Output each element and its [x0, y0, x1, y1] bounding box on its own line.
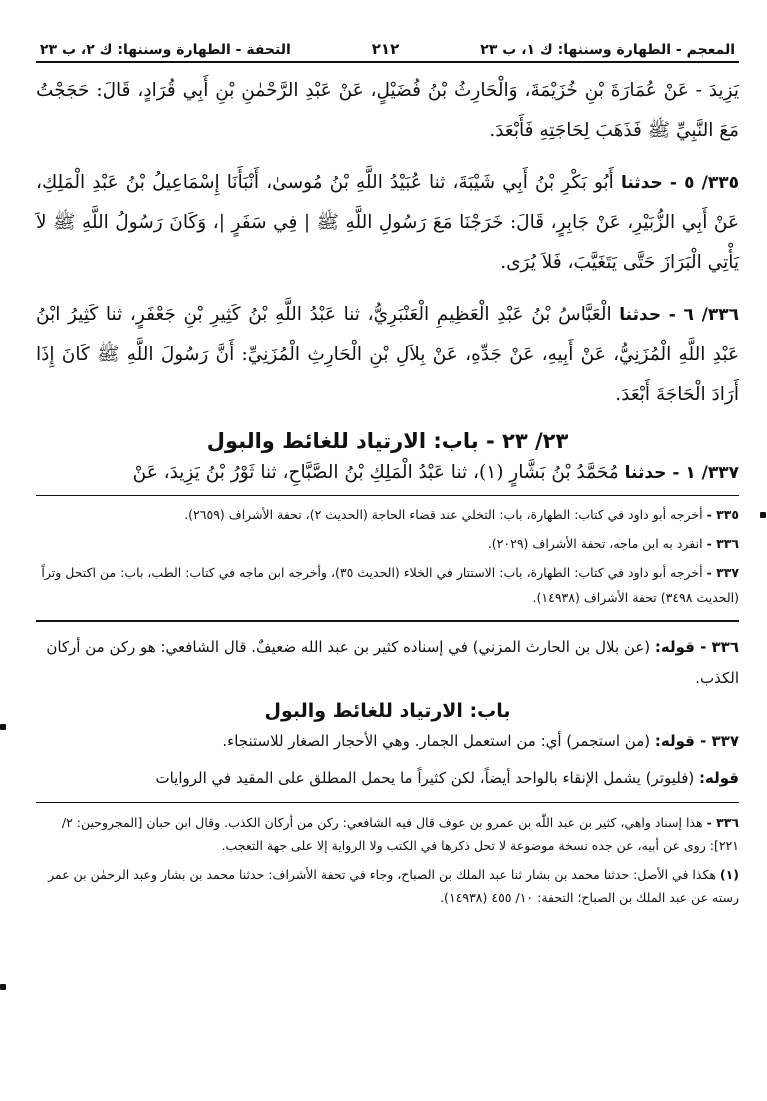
running-header	[36, 40, 739, 63]
footnote-number: ٣٣٦ -	[706, 536, 739, 551]
takhrij-337	[36, 560, 739, 610]
chapter-title: ٢٣/ ٢٣ - باب: الارتياد للغائط والبول	[206, 429, 569, 453]
commentary-lead: ٣٣٧ - قوله:	[654, 732, 739, 750]
takhrij-336	[36, 531, 739, 556]
commentary-text: (فليوتر) يشمل الإنقاء بالواحد أيضاً، لكن كثيراً ما يحمل المطلق على المقيد في الروايات	[155, 769, 695, 787]
note-number: (١)	[719, 867, 739, 882]
note-336	[36, 811, 739, 857]
scan-margin-mark	[0, 984, 6, 990]
header-left: التحفة - الطهارة وسننها: ك ٢، ب ٢٣	[40, 42, 291, 58]
hadith-number: ٣٣٥/ ٥ - حدثنا	[620, 173, 739, 193]
hadith-335	[36, 163, 739, 283]
hadith-text: يَزِيدَ - عَنْ عُمَارَةَ بْنِ خُزَيْمَةَ، وَالْحَارِثُ بْنُ فُضَيْلٍ، عَنْ عَبْدِ الرَّحْمٰنِ بْنِ أَبِي قُرَادٍ، قَالَ: حَجَجْتُ مَعَ النَّبِيِّ ﷺ فَذَهَبَ لِحَاجَتِهِ فَأَبْعَدَ.	[36, 80, 739, 141]
note-1	[36, 863, 739, 909]
footnote-number: ٣٣٧ -	[706, 565, 739, 580]
footnote-text: انفرد به ابن ماجه، تحفة الأشراف (٢٠٢٩).	[487, 536, 703, 551]
hadith-text: أَبُو بَكْرِ بْنُ أَبِي شَيْبَةَ، ثنا عُبَيْدُ اللَّهِ بْنُ مُوسىٰ، أَنْبَأَنَا إِسْمَاعِيلُ بْنُ عَبْدِ الْمَلِكِ، عَنْ أَبِي الزُّبَيْرِ، عَنْ جَابِرٍ، قَالَ: خَرَجْنَا مَعَ رَسُولِ اللَّهِ ﷺ | فِي سَفَرٍ |، وَكَانَ رَسُولُ اللَّهِ ﷺ لاَ يَأْتِي الْبَرَازَ حَتَّى يَتَغَيَّبَ، فَلاَ يُرَى.	[36, 172, 739, 273]
note-text: هكذا في الأصل: حدثنا محمد بن بشار ثنا عبد الملك بن الصباح، وجاء في تحفة الأشراف: حدثنا محمد بن بشار وعبد الرحمٰن بن عمر رسته عن عبد الملك بن الصباح؛ التحفة: ١٠/ ٤٥٥ (١٤٩٣٨).	[48, 867, 739, 905]
hadith-number: ٣٣٦/ ٦ - حدثنا	[619, 305, 739, 325]
takhrij-335	[36, 502, 739, 527]
commentary-lead: قوله:	[699, 769, 739, 787]
note-number: ٣٣٦ -	[706, 815, 739, 830]
hadith-336	[36, 295, 739, 415]
commentary-text: (من استجمر) أي: من استعمل الجمار. وهي الأحجار الصغار للاستنجاء.	[222, 732, 651, 750]
commentary-divider	[36, 620, 739, 622]
commentary-337	[36, 726, 739, 757]
hadith-337	[36, 455, 739, 491]
footnote-text: أخرجه أبو داود في كتاب: الطهارة، باب: الاستتار في الخلاء (الحديث ٣٥)، وأخرجه ابن ماجه في كتاب: الطب، باب: من اكتحل وتراً (الحديث ٣٤٩٨) تحفة الأشراف (١٤٩٣٨).	[41, 565, 739, 605]
header-right: المعجم - الطهارة وسننها: ك ١، ب ٢٣	[480, 42, 735, 58]
footnote-number: ٣٣٥ -	[706, 507, 739, 522]
page-number: ٢١٢	[371, 40, 400, 58]
book-page	[36, 40, 739, 1061]
commentary-336	[36, 632, 739, 694]
footnote-text: أخرجه أبو داود في كتاب: الطهارة، باب: التخلي عند قضاء الحاجة (الحديث ٢)، تحفة الأشراف (٢٦٥٩).	[184, 507, 703, 522]
hadith-number: ٣٣٧/ ١ - حدثنا	[624, 463, 739, 483]
commentary-subheading: باب: الارتياد للغائط والبول	[264, 700, 511, 722]
commentary-text: (عن بلال بن الحارث المزني) في إسناده كثير بن عبد الله ضعيفٌ. قال الشافعي: هو ركن من أركان الكذب.	[46, 638, 739, 687]
hadith-text: مُحَمَّدُ بْنُ بَشَّارٍ (١)، ثنا عَبْدُ الْمَلِكِ بْنُ الصَّبَّاحِ، ثنا ثَوْرُ بْنُ يَزِيدَ، عَنْ	[132, 462, 619, 483]
scan-margin-mark	[760, 512, 766, 518]
commentary-lead: ٣٣٦ - قوله:	[654, 638, 739, 656]
scan-margin-mark	[0, 724, 6, 730]
note-text: هذا إسناد واهي، كثير بن عبد اللّٰه بن عمرو بن عوف قال فيه الشافعي: ركن من أركان الكذب. وقال ابن حبان [المجروحين: ٢/ ٢٢١]: روى عن أبيه، عن جده نسخة موضوعة لا تحل ذكرها في الكتب ولا الرواية إلا على جهة التعجب.	[61, 815, 739, 853]
hadith-continuation	[36, 71, 739, 151]
footnote-divider	[36, 495, 739, 496]
commentary-yutir	[36, 763, 739, 794]
notes-divider	[36, 802, 739, 803]
hadith-text: الْعَبَّاسُ بْنُ عَبْدِ الْعَظِيمِ الْعَنْبَرِيُّ، ثنا عَبْدُ اللَّهِ بْنُ كَثِيرِ بْنِ جَعْفَرٍ، ثنا كَثِيرُ ابْنُ عَبْدِ اللَّهِ الْمُزَنِيُّ، عَنْ أَبِيهِ، عَنْ جَدِّهِ، عَنْ بِلاَلِ بْنِ الْحَارِثِ الْمُزَنِيِّ: أَنَّ رَسُولَ اللَّهِ ﷺ كَانَ إِذَا أَرَادَ الْحَاجَةَ أَبْعَدَ.	[36, 304, 739, 405]
